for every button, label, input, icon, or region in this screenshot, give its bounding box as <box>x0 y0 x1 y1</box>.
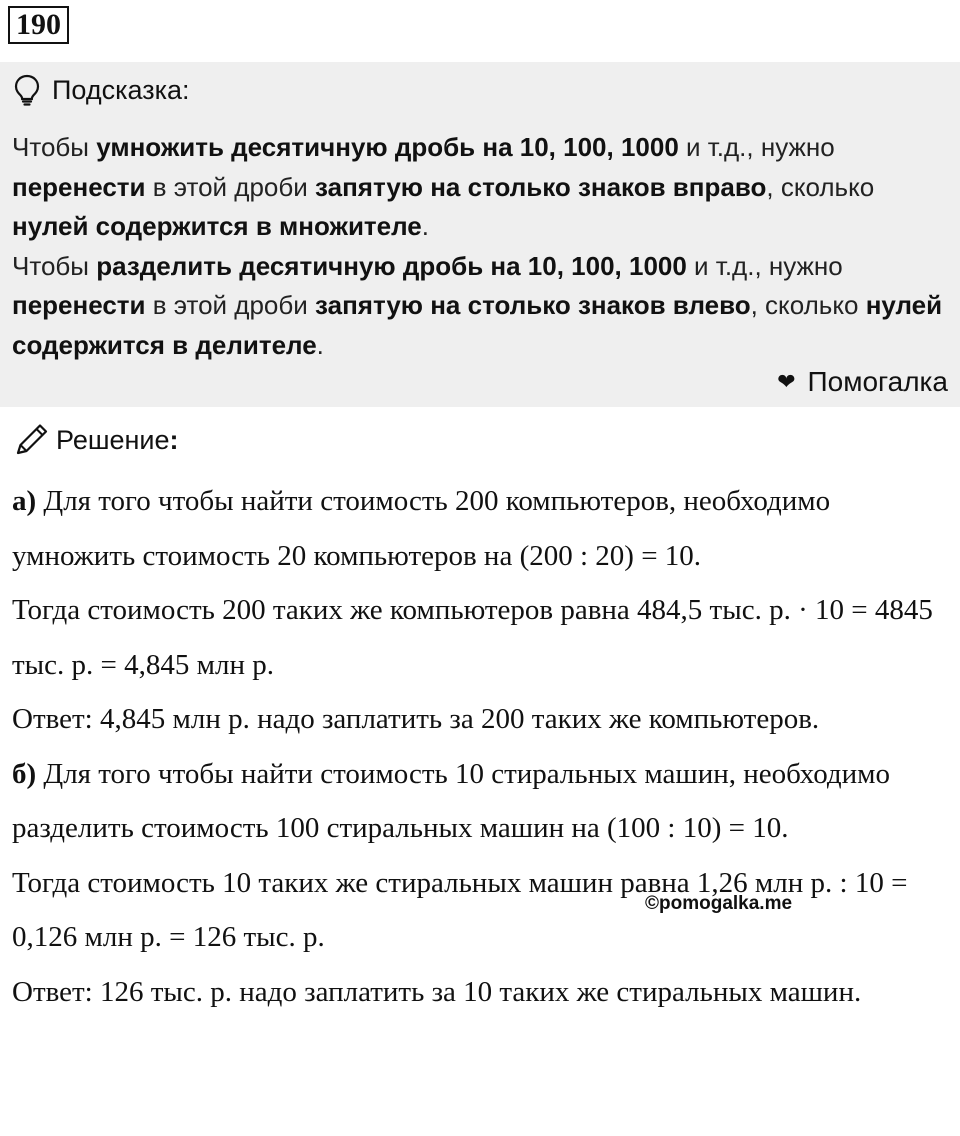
solution-a: а) Для того чтобы найти стоимость 200 компьютеров, необходимо умножить стоимость 20 компьютеров на (200 : 20) = 10. <box>12 485 831 572</box>
hint-box <box>0 62 960 407</box>
hint-title: Подсказка: <box>52 74 190 105</box>
exercise-number: 190 <box>8 6 69 44</box>
solution-text <box>12 474 954 1019</box>
watermark: ©pomogalka.me <box>645 893 793 914</box>
hint-header <box>14 72 190 108</box>
hint-multiply-rule: Чтобы умножить десятичную дробь на 10, 100, 1000 и т.д., нужно перенести в этой дроби запятую на столько знаков вправо, сколько нулей содержится в множителе. <box>12 132 875 241</box>
brand-label <box>777 366 948 398</box>
hint-text <box>12 128 952 365</box>
solution-a-calc: Тогда стоимость 200 таких же компьютеров равна 484,5 тыс. р. · 10 = 4845 тыс. р. = 4,845 млн р. <box>12 594 933 681</box>
heart-icon: ❤ <box>777 369 796 394</box>
solution-b-calc: Тогда стоимость 10 таких же стиральных машин равна 1,26 млн р. : 10 = 0,126 млн р. = 126 тыс. р. <box>12 866 908 953</box>
brand-name: Помогалка <box>807 366 948 397</box>
pencil-icon <box>14 423 50 457</box>
solution-a-answer: Ответ: 4,845 млн р. надо заплатить за 200 таких же компьютеров. <box>12 703 820 735</box>
solution-b-answer: Ответ: 126 тыс. р. надо заплатить за 10 таких же стиральных машин. <box>12 975 862 1008</box>
solution-header <box>14 420 179 460</box>
solution-b: б) Для того чтобы найти стоимость 10 стиральных машин, необходимо разделить стоимость 100 стиральных машин на (100 : 10) = 10. <box>12 757 890 844</box>
hint-divide-rule: Чтобы разделить десятичную дробь на 10, 100, 1000 и т.д., нужно перенести в этой дроби запятую на столько знаков влево, сколько нулей содержится в делителе. <box>12 250 943 360</box>
solution-colon: : <box>169 424 179 455</box>
solution-title: Решение <box>56 424 170 455</box>
lightbulb-icon <box>14 74 40 106</box>
